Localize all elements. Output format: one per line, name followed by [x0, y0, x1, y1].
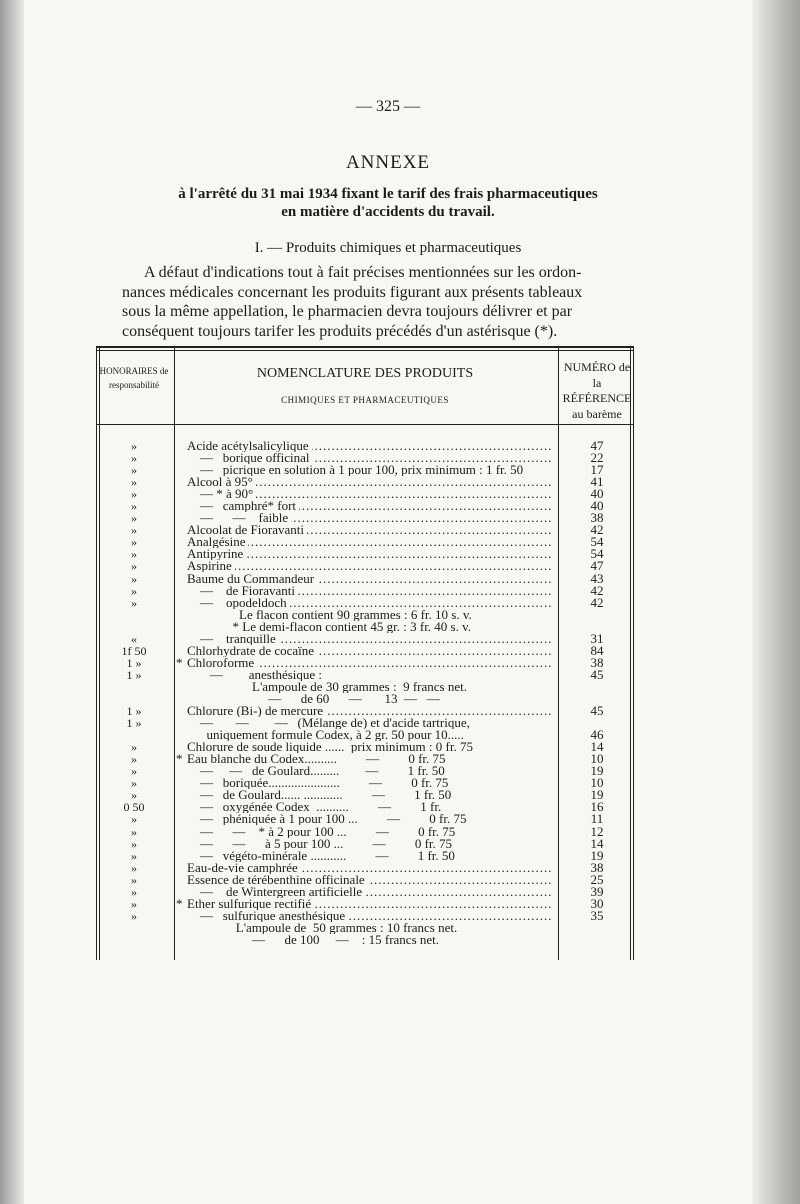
- intro-paragraph: [122, 263, 658, 341]
- product-name-cell: [187, 597, 552, 609]
- table-row: [96, 594, 634, 610]
- table-row: [96, 813, 634, 825]
- product-name: — — faible: [187, 512, 291, 524]
- product-name: Aspirine: [187, 560, 235, 572]
- honoraires-cell: »: [131, 884, 137, 899]
- honoraires-cell: 1f 50: [121, 643, 147, 658]
- reference-number: 10: [590, 775, 604, 791]
- table-row: [96, 859, 634, 875]
- table-top-rule: [96, 346, 634, 348]
- product-name: — — à 5 pour 100 ... — 0 fr. 75: [187, 838, 455, 850]
- table-row: [96, 922, 634, 934]
- product-name-cell: [187, 476, 552, 488]
- product-name: — oxygénée Codex .......... — 1 fr.: [187, 801, 444, 813]
- product-name-cell: [187, 536, 552, 548]
- table-row: [96, 488, 634, 500]
- table-row: [96, 654, 634, 670]
- table-body: [96, 440, 634, 946]
- product-name-cell: [187, 464, 552, 476]
- asterisk-marker: *: [176, 654, 183, 670]
- honoraires-cell: »: [131, 559, 137, 574]
- product-name: — picrique en solution à 1 pour 100, prix minimum : 1 fr. 50: [187, 464, 526, 476]
- product-name: Chlorhydrate de cocaïne: [187, 645, 317, 657]
- product-name-cell: [187, 548, 552, 560]
- table-row: [96, 823, 634, 839]
- table-row: [96, 717, 634, 729]
- reference-number: 42: [590, 582, 604, 598]
- reference-number: 35: [590, 907, 604, 923]
- honoraires-cell: »: [131, 752, 137, 767]
- reference-number: 30: [590, 895, 604, 911]
- honoraires-cell: »: [131, 595, 137, 610]
- product-name-cell: [187, 560, 552, 572]
- honoraires-cell: »: [131, 547, 137, 562]
- table-header-rule: [96, 424, 634, 425]
- table-row: [96, 548, 634, 560]
- honoraires-cell: »: [131, 571, 137, 586]
- table-row: [96, 536, 634, 548]
- product-name-cell: [187, 717, 552, 729]
- reference-number: 19: [590, 847, 604, 863]
- table-row: [96, 871, 634, 887]
- reference-number: 14: [590, 739, 604, 755]
- reference-number: 19: [590, 787, 604, 803]
- reference-number: 38: [590, 510, 604, 526]
- table-row: [96, 907, 634, 923]
- product-name: — végéto-minérale ........... — 1 fr. 50: [187, 850, 458, 862]
- reference-number: 22: [590, 450, 604, 466]
- honoraires-cell: »: [131, 764, 137, 779]
- header-nomenclature: NOMENCLATURE DES PRODUITS: [256, 366, 474, 381]
- table-row: [96, 693, 634, 705]
- honoraires-cell: »: [131, 511, 137, 526]
- table-row: [96, 666, 634, 682]
- product-name: Baume du Commandeur: [187, 573, 317, 585]
- product-name: uniquement formule Codex, à 2 gr. 50 pour 10.....: [187, 729, 467, 741]
- reference-number: 10: [590, 751, 604, 767]
- table-top-rule-inner: [96, 350, 634, 351]
- product-name-cell: [187, 645, 552, 657]
- reference-number: 47: [590, 558, 604, 574]
- table-row: [96, 621, 634, 633]
- asterisk-marker: *: [176, 895, 183, 911]
- reference-number: 17: [590, 462, 604, 478]
- product-name: Chloroforme: [187, 657, 257, 669]
- table-row: [96, 582, 634, 598]
- product-name-cell: [187, 693, 552, 705]
- product-name: Le flacon contient 90 grammes : 6 fr. 10 s. v.: [187, 609, 475, 621]
- product-name-cell: [187, 886, 552, 898]
- product-name-cell: [187, 729, 552, 741]
- honoraires-cell: 1 »: [126, 716, 142, 731]
- product-name-cell: [187, 826, 552, 838]
- product-name-cell: [187, 705, 552, 717]
- product-name: * Le demi-flacon contient 45 gr. : 3 fr. 40 s. v.: [187, 621, 474, 633]
- intro-line: nances médicales concernant les produits figurant aux présents tableaux: [122, 283, 583, 301]
- table-row: [96, 801, 634, 813]
- annexe-subtitle: [24, 185, 752, 221]
- product-name-cell: [187, 500, 552, 512]
- table-row: [96, 765, 634, 777]
- subtitle-line-2: en matière d'accidents du travail.: [281, 204, 495, 220]
- product-name-cell: [187, 621, 552, 633]
- honoraires-cell: »: [131, 475, 137, 490]
- product-name-cell: [187, 898, 552, 910]
- product-name: — — * à 2 pour 100 ... — 0 fr. 75: [187, 826, 458, 838]
- product-name: Alcoolat de Fioravanti: [187, 524, 307, 536]
- product-name-cell: [187, 753, 552, 765]
- product-name: — de Wintergreen artificielle: [187, 886, 365, 898]
- product-name-cell: [187, 573, 552, 585]
- table-row: [96, 753, 634, 765]
- product-name-cell: [187, 862, 552, 874]
- product-name-cell: [187, 874, 552, 886]
- product-name-cell: [187, 813, 552, 825]
- product-name: — borique officinal: [187, 452, 313, 464]
- table-row: [96, 512, 634, 524]
- product-name: — de 100 — : 15 francs net.: [187, 934, 442, 946]
- reference-number: 40: [590, 498, 604, 514]
- product-name: Analgésine: [187, 536, 248, 548]
- honoraires-cell: »: [131, 535, 137, 550]
- product-name: — de Fioravanti: [187, 585, 298, 597]
- honoraires-cell: 1 »: [126, 704, 142, 719]
- table-row: [96, 789, 634, 801]
- honoraires-cell: »: [131, 908, 137, 923]
- product-name: Alcool à 95°: [187, 476, 256, 488]
- product-name-cell: [187, 934, 552, 946]
- asterisk-marker: *: [176, 751, 183, 767]
- product-name: — de 60 — 13 — —: [187, 693, 443, 705]
- reference-number: 41: [590, 474, 604, 490]
- reference-number: 19: [590, 763, 604, 779]
- product-name: Ether sulfurique rectifié: [187, 898, 314, 910]
- product-name: — sulfurique anesthésique: [187, 910, 348, 922]
- table-row: [96, 524, 634, 536]
- product-name-cell: [187, 789, 552, 801]
- product-name-cell: [187, 633, 552, 645]
- product-name: Chlorure de soude liquide ...... prix minimum : 0 fr. 75: [187, 741, 476, 753]
- page-edge: [752, 0, 800, 1204]
- product-name-cell: [187, 741, 552, 753]
- reference-number: 11: [590, 811, 604, 827]
- honoraires-cell: »: [131, 872, 137, 887]
- table-row: [96, 560, 634, 572]
- table-row: [96, 729, 634, 741]
- subtitle-line-1: à l'arrêté du 31 mai 1934 fixant le tarif des frais pharmaceutiques: [178, 186, 598, 202]
- product-name-cell: [187, 850, 552, 862]
- product-name: — * à 90°: [187, 488, 256, 500]
- reference-number: 16: [590, 799, 604, 815]
- product-name-cell: [187, 452, 552, 464]
- product-name: — tranquille: [187, 633, 279, 645]
- product-name-cell: [187, 512, 552, 524]
- table-row: [96, 500, 634, 512]
- product-name-cell: [187, 838, 552, 850]
- header-nomenclature-sub: CHIMIQUES ET PHARMACEUTIQUES: [281, 395, 449, 405]
- honoraires-cell: »: [131, 812, 137, 827]
- reference-number: 46: [590, 727, 604, 743]
- product-name: Acide acétylsalicylique: [187, 440, 312, 452]
- honoraires-cell: »: [131, 824, 137, 839]
- reference-number: 40: [590, 486, 604, 502]
- product-name-cell: [187, 488, 552, 500]
- reference-number: 25: [590, 871, 604, 887]
- honoraires-cell: »: [131, 848, 137, 863]
- table-row: [96, 440, 634, 452]
- reference-number: 47: [590, 438, 604, 453]
- honoraires-cell: »: [131, 451, 137, 466]
- product-name: Eau-de-vie camphrée: [187, 862, 301, 874]
- product-name: Essence de térébenthine officinale: [187, 874, 368, 886]
- table-row: [96, 681, 634, 693]
- honoraires-cell: »: [131, 439, 137, 453]
- product-name: — opodeldoch: [187, 597, 290, 609]
- product-name: L'ampoule de 50 grammes : 10 francs net.: [187, 922, 460, 934]
- intro-line: sous la même appellation, le pharmacien devra toujours délivrer et par: [122, 303, 573, 320]
- product-name-cell: [187, 801, 552, 813]
- table-row: [96, 777, 634, 789]
- honoraires-cell: »: [131, 487, 137, 502]
- product-name-cell: [187, 669, 552, 681]
- product-name: L'ampoule de 30 grammes : 9 francs net.: [187, 681, 470, 693]
- reference-number: 54: [590, 534, 604, 550]
- header-numero: NUMÉRO de la RÉFÉRENCE au barème: [562, 360, 632, 421]
- product-name-cell: [187, 681, 552, 693]
- intro-line: conséquent toujours tarifer les produits précédés d'un astérisque (*).: [122, 322, 558, 340]
- honoraires-cell: »: [131, 836, 137, 851]
- reference-number: 43: [590, 570, 604, 586]
- product-name: — boriquée...................... — 0 fr. 75: [187, 777, 451, 789]
- reference-number: 12: [590, 823, 604, 839]
- reference-number: 42: [590, 594, 604, 610]
- honoraires-cell: «: [131, 631, 137, 646]
- table-row: [96, 609, 634, 621]
- product-name-cell: [187, 609, 552, 621]
- reference-number: 42: [590, 522, 604, 538]
- annexe-title: ANNEXE: [345, 152, 431, 173]
- table-row: [96, 895, 634, 911]
- product-name: — — — (Mélange de) et d'acide tartrique,: [187, 717, 473, 729]
- table-row: [96, 835, 634, 851]
- honoraires-cell: »: [131, 896, 137, 911]
- product-name: Antipyrine: [187, 548, 246, 560]
- product-name: — anesthésique :: [187, 669, 325, 681]
- reference-number: 45: [590, 703, 604, 719]
- product-name-cell: [187, 765, 552, 777]
- reference-number: 54: [590, 546, 604, 562]
- honoraires-cell: »: [131, 788, 137, 803]
- product-name-cell: [187, 440, 552, 452]
- table-row: [96, 630, 634, 646]
- honoraires-cell: 1 »: [126, 655, 142, 670]
- product-name: Chlorure (Bi-) de mercure: [187, 705, 326, 717]
- honoraires-cell: »: [131, 776, 137, 791]
- honoraires-cell: »: [131, 583, 137, 598]
- table-row: [96, 476, 634, 488]
- product-name-cell: [187, 777, 552, 789]
- reference-number: 38: [590, 654, 604, 670]
- honoraires-cell: 0 50: [123, 800, 145, 815]
- reference-number: 31: [590, 630, 604, 646]
- reference-number: 45: [590, 666, 604, 682]
- honoraires-cell: »: [131, 740, 137, 755]
- reference-number: 38: [590, 859, 604, 875]
- product-name-cell: [187, 524, 552, 536]
- table-row: [96, 464, 634, 476]
- table-row: [96, 705, 634, 717]
- intro-line: A défaut d'indications tout à fait précises mentionnées sur les ordon-: [144, 264, 582, 281]
- reference-number: 84: [590, 642, 604, 658]
- honoraires-cell: »: [131, 499, 137, 514]
- product-name: Eau blanche du Codex.......... — 0 fr. 75: [187, 753, 449, 765]
- product-name: — phéniquée à 1 pour 100 ... — 0 fr. 75: [187, 813, 469, 825]
- product-name-cell: [187, 922, 552, 934]
- reference-number: 14: [590, 835, 604, 851]
- page-number: — 325 —: [356, 98, 420, 115]
- book-spine-shadow: [0, 0, 24, 1204]
- product-name-cell: [187, 910, 552, 922]
- product-name: — camphré* fort: [187, 500, 299, 512]
- header-honoraires: HONORAIRES de responsabilité: [99, 366, 169, 390]
- product-name: — de Goulard...... ............ — 1 fr. 50: [187, 789, 454, 801]
- honoraires-cell: 1 »: [126, 667, 142, 682]
- product-name-cell: [187, 657, 552, 669]
- table-row: [96, 452, 634, 464]
- table-row: [96, 570, 634, 586]
- reference-number: 39: [590, 883, 604, 899]
- honoraires-cell: »: [131, 523, 137, 538]
- product-name: — — de Goulard......... — 1 fr. 50: [187, 765, 448, 777]
- table-row: [96, 847, 634, 863]
- product-name-cell: [187, 585, 552, 597]
- honoraires-cell: »: [131, 860, 137, 875]
- section-heading: I. — Produits chimiques et pharmaceutiques: [254, 240, 522, 256]
- honoraires-cell: »: [131, 463, 137, 478]
- table-row: [96, 934, 634, 946]
